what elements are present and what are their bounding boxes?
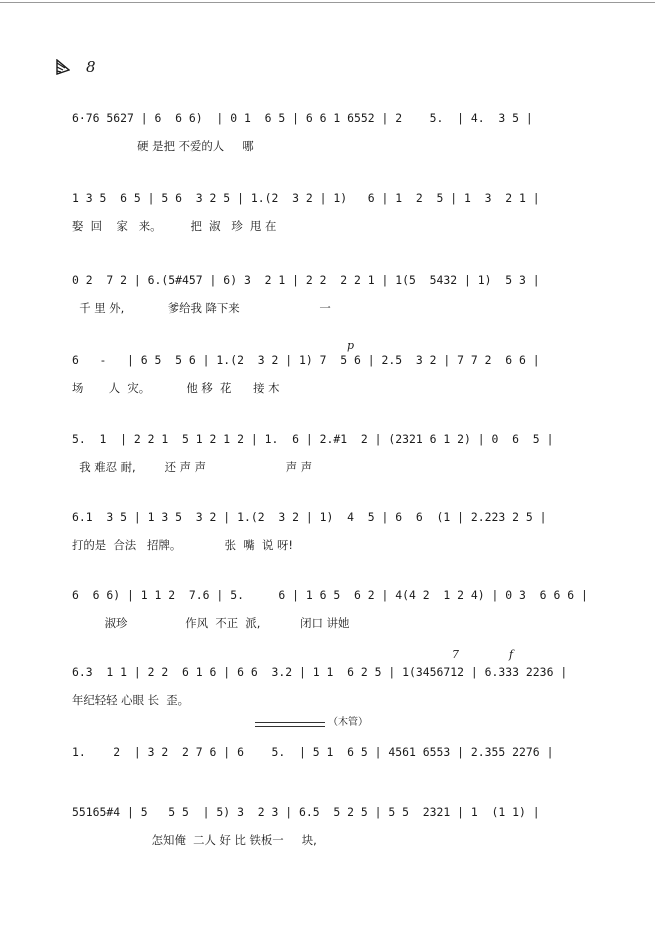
lyrics-line: 场 人 灾。 他 移 花 接 木 bbox=[72, 381, 280, 395]
score-system bbox=[0, 268, 655, 348]
score-system bbox=[0, 505, 655, 585]
dynamic-piano-mark: p bbox=[347, 339, 355, 352]
score-system bbox=[0, 186, 655, 266]
top-rule bbox=[0, 2, 655, 3]
score-system bbox=[0, 583, 655, 663]
notation-line: 55165#4 | 5 5 5 | 5) 3 2 3 | 6.5 5 2 5 | 5 5 2321 | 1 (1 1) | bbox=[72, 805, 540, 819]
score-system bbox=[0, 348, 655, 428]
notation-line: 6.3 1 1 | 2 2 6 1 6 | 6 6 3.2 | 1 1 6 2 5 | 1(3456712 | 6.333 2236 | bbox=[72, 665, 568, 679]
instrument-annotation: （木管） bbox=[328, 717, 368, 728]
lyrics-line: 怎知俺 二人 好 比 铁板一 块, bbox=[72, 833, 317, 847]
notation-line: 6 6 6) | 1 1 2 7.6 | 5. 6 | 1 6 5 6 2 | 4(4 2 1 2 4) | 0 3 6 6 6 | bbox=[72, 588, 588, 602]
notation-line: 6 - | 6 5 5 6 | 1.(2 3 2 | 1) 7 5 6 | 2.5 3 2 | 7 7 2 6 6 | bbox=[72, 353, 540, 367]
score-system bbox=[0, 427, 655, 507]
page-marker-icon bbox=[56, 59, 70, 75]
notation-line: 6.1 3 5 | 1 3 5 3 2 | 1.(2 3 2 | 1) 4 5 | 6 6 (1 | 2.223 2 5 | bbox=[72, 510, 547, 524]
notation-line: 1 3 5 6 5 | 5 6 3 2 5 | 1.(2 3 2 | 1) 6 | 1 2 5 | 1 3 2 1 | bbox=[72, 191, 540, 205]
score-system bbox=[0, 800, 655, 880]
lyrics-line: 硬 是把 不爱的人 哪 bbox=[72, 139, 254, 153]
notation-line: 0 2 7 2 | 6.(5#457 | 6) 3 2 1 | 2 2 2 2 1 | 1(5 5432 | 1) 5 3 | bbox=[72, 273, 540, 287]
lyrics-line: 千 里 外, 爹给我 降下来 一 bbox=[72, 301, 331, 315]
grace-note-mark: 7 bbox=[452, 648, 459, 661]
lyrics-line: 年纪轻轻 心眼 长 歪。 bbox=[72, 693, 189, 707]
page-header bbox=[56, 55, 96, 79]
crescendo-hairpin bbox=[255, 726, 325, 727]
dynamic-forte-mark: f bbox=[509, 648, 514, 661]
crescendo-hairpin bbox=[255, 722, 325, 723]
notation-line: 5. 1 | 2 2 1 5 1 2 1 2 | 1. 6 | 2.#1 2 | (2321 6 1 2) | 0 6 5 | bbox=[72, 432, 554, 446]
notation-line: 1. 2 | 3 2 2 7 6 | 6 5. | 5 1 6 5 | 4561 6553 | 2.355 2276 | bbox=[72, 745, 554, 759]
page-number: 8 bbox=[86, 58, 96, 76]
score-system bbox=[0, 106, 655, 186]
lyrics-line: 娶 回 家 来。 把 淑 珍 甩 在 bbox=[72, 219, 277, 233]
lyrics-line: 我 难忍 耐, 还 声 声 声 声 bbox=[72, 460, 313, 474]
lyrics-line: 打的是 合法 招牌。 张 嘴 说 呀! bbox=[72, 538, 293, 552]
notation-line: 6·76 5627 | 6 6 6) | 0 1 6 5 | 6 6 1 6552 | 2 5. | 4. 3 5 | bbox=[72, 111, 533, 125]
lyrics-line: 淑珍 作风 不正 派, 闭口 讲她 bbox=[72, 616, 350, 630]
